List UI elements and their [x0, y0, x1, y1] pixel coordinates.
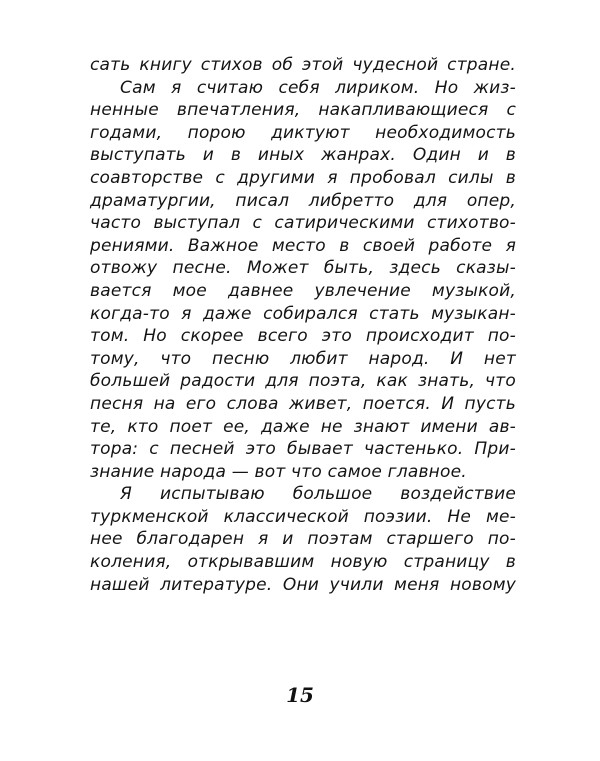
- text-line: нее благодарен я и поэтам старшего по-: [90, 529, 516, 550]
- text-line: те, кто поет ее, даже не знают имени ав-: [90, 416, 516, 437]
- text-line: ненные впечатления, накапливающиеся с: [90, 100, 516, 121]
- text-line: часто выступал с сатирическими стихотво-: [90, 213, 516, 234]
- text-line: большей радости для поэта, как знать, что: [90, 371, 516, 392]
- text-line: когда-то я даже собирался стать музыкан-: [90, 303, 516, 324]
- text-line: Сам я считаю себя лириком. Но жиз-: [120, 77, 516, 98]
- text-line: нашей литературе. Они учили меня новому: [90, 574, 516, 595]
- text-line: тому, что песню любит народ. И нет: [90, 348, 516, 369]
- page-body: [90, 54, 516, 596]
- page-number: 15: [286, 683, 314, 707]
- text-line: драматургии, писал либретто для опер,: [90, 190, 516, 211]
- text-line: рениями. Важное место в своей работе я: [90, 235, 516, 256]
- text-line: соавторстве с другими я пробовал силы в: [90, 167, 516, 188]
- text-line: Я испытываю большое воздействие: [120, 484, 516, 505]
- text-line: годами, порою диктуют необходимость: [90, 122, 516, 143]
- text-line: отвожу песне. Может быть, здесь сказы-: [90, 258, 516, 279]
- text-line: туркменской классической поэзии. Не ме-: [90, 506, 516, 527]
- text-line: коления, открывавшим новую страницу в: [90, 552, 516, 573]
- text-line: том. Но скорее всего это происходит по-: [90, 326, 516, 347]
- text-line: сать книгу стихов об этой чудесной стране.: [90, 55, 516, 75]
- text-line: песня на его слова живет, поется. И пусть: [90, 393, 516, 414]
- text-line: знание народа — вот что самое главное.: [90, 461, 467, 482]
- text-line: тора: с песней это бывает частенько. При-: [90, 439, 516, 460]
- text-line: вается мое давнее увлечение музыкой,: [90, 280, 516, 301]
- text-line: выступать и в иных жанрах. Один и в: [90, 145, 516, 166]
